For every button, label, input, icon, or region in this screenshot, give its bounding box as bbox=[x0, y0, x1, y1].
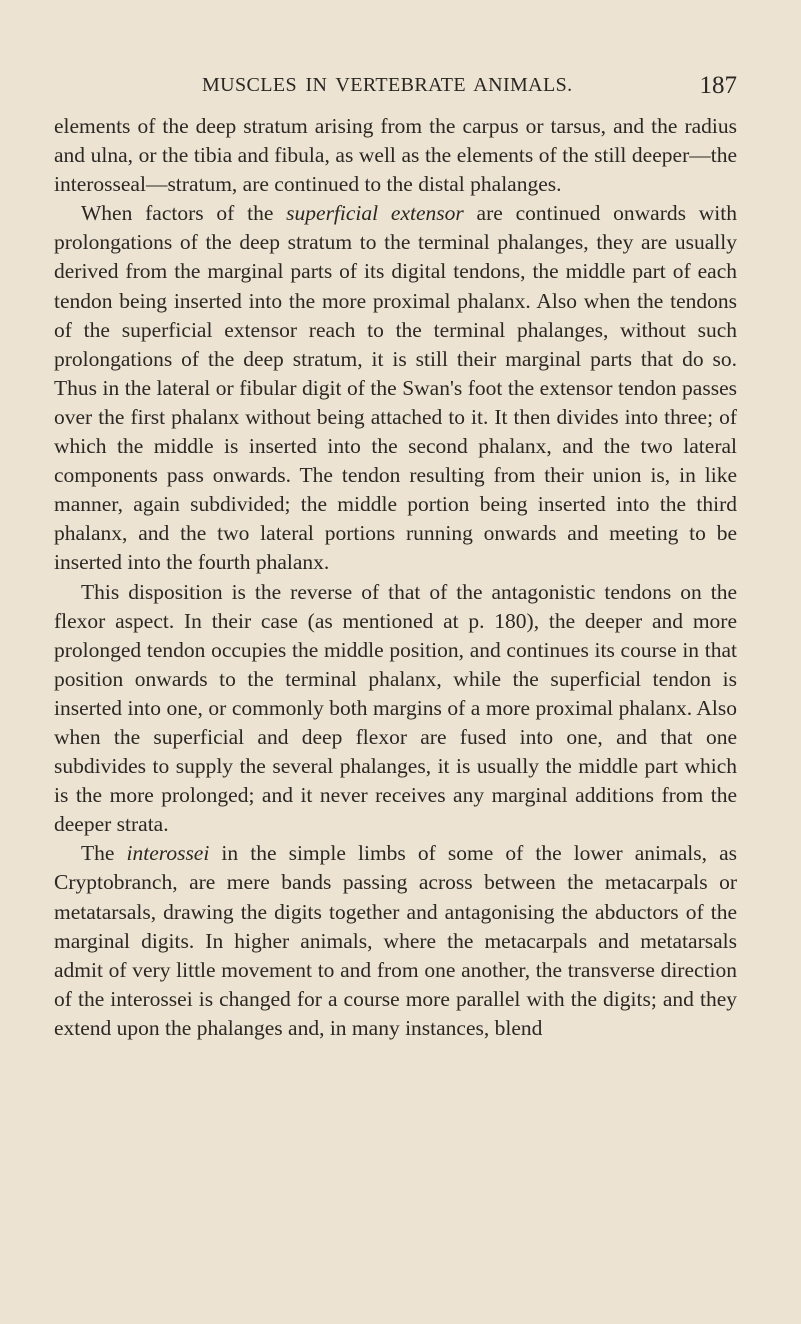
body-text bbox=[54, 112, 737, 1043]
paragraph-text-before: The bbox=[81, 841, 127, 866]
page-number: 187 bbox=[699, 72, 737, 99]
paragraph-text-after: are continued onwards with prolongations of the deep stratum to the terminal phalanges, they are usually derived from the marginal parts of its digital tendons, the middle part of each tendon being inserted into the more proximal phalanx. Also when the tendons of the superficial extensor reach to the terminal phalanges, without such prolongations of the deep stratum, it is still their marginal parts that do so. Thus in the lateral or fibular digit of the Swan's foot the extensor tendon passes over the first phalanx without being attached to it. It then divides into three; of which the middle is inserted into the second phalanx, and the two lateral components pass onwards. The tendon resulting from their union is, in like manner, again subdivided; the middle portion being inserted into the third phalanx, and the two lateral portions running onwards and meeting to be inserted into the fourth phalanx. bbox=[54, 201, 737, 575]
paragraph-interossei bbox=[54, 839, 737, 1043]
emphasis-term: superficial extensor bbox=[286, 201, 464, 226]
running-title: MUSCLES IN VERTEBRATE ANIMALS. bbox=[202, 74, 573, 96]
paragraph-superficial-extensor bbox=[54, 199, 737, 577]
paragraph-text-before: When factors of the bbox=[81, 201, 287, 226]
paragraph-text-after: in the simple limbs of some of the lower animals, as Cryptobranch, are mere bands passing across between the metacarpals or metatarsals, drawing the digits together and antagonising the abductors of the marginal digits. In higher animals, where the metacarpals and metatarsals admit of very little movement to and from one another, the transverse direction of the interossei is changed for a course more parallel with the digits; and they extend upon the phalanges and, in many instances, blend bbox=[54, 841, 737, 1040]
paragraph-flexor-aspect: This disposition is the reverse of that of the antagonistic tendons on the flexor aspect. In their case (as mentioned at p. 180), the deeper and more prolonged tendon occupies the middle position, and continues its course in that position onwards to the terminal phalanx, while the superficial tendon is inserted into one, or commonly both margins of a more proximal phalanx. Also when the superficial and deep flexor are fused into one, and that one subdivides to supply the several phalanges, it is usually the middle part which is the more prolonged; and it never receives any marginal additions from the deeper strata. bbox=[54, 579, 737, 837]
running-head bbox=[54, 74, 737, 106]
paragraph-continued: elements of the deep stratum arising from the carpus or tarsus, and the radius and ulna, or the tibia and fibula, as well as the elements of the still deeper—the interosseal—stratum, are continued to the distal phalanges. bbox=[54, 114, 737, 197]
emphasis-term: interossei bbox=[126, 841, 210, 866]
